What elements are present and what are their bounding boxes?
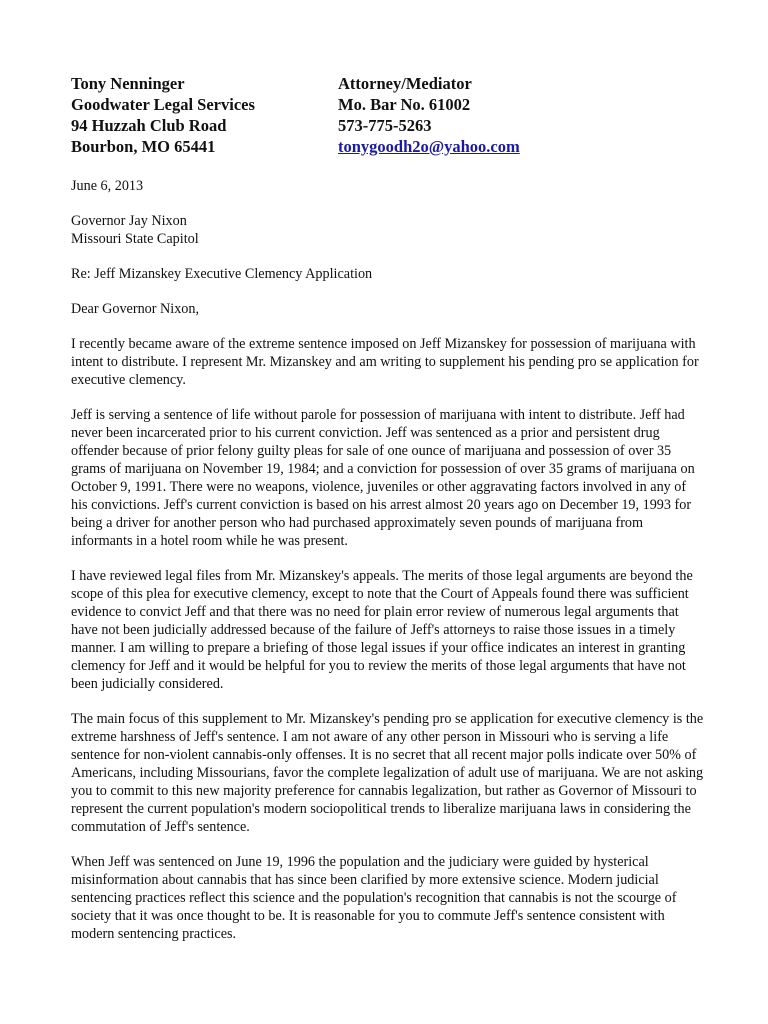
paragraph: I recently became aware of the extreme sentence imposed on Jeff Mizanskey for possession of marijuana with intent to distribute. I represent Mr. Mizanskey and am writing to supplement his pending pro se application for executive clemency. <box>71 336 699 388</box>
letterhead <box>71 73 711 157</box>
firm-name: Goodwater Legal Services <box>71 95 255 114</box>
recipient-name: Governor Jay Nixon <box>71 213 187 229</box>
recipient-address: Missouri State Capitol <box>71 231 199 247</box>
attorney-title: Attorney/Mediator <box>338 74 472 93</box>
letterhead-row-1 <box>71 73 711 94</box>
letterhead-row-3 <box>71 115 711 136</box>
salutation: Dear Governor Nixon, <box>71 301 200 317</box>
email-link[interactable]: tonygoodh2o@yahoo.com <box>338 137 520 156</box>
letterhead-row-2 <box>71 94 711 115</box>
paragraph: Jeff is serving a sentence of life without parole for possession of marijuana with intent to distribute. Jeff had never been incarcerated prior to his current conviction. Jeff was sentenced as a prior and persistent drug offender because of prior felony guilty pleas for sale of one ounce of marijuana and possession of over 35 grams of marijuana on November 19, 1984; and a conviction for possession of over 35 grams of marijuana on October 9, 1991. There were no weapons, violence, juveniles or other aggravating factors involved in any of his convictions. Jeff's current conviction is based on his arrest almost 20 years ago on December 19, 1993 for being a driver for another person who had purchased approximately seven pounds of marijuana from informants in a hotel room while he was present. <box>71 407 695 549</box>
subject-line: Re: Jeff Mizanskey Executive Clemency Application <box>71 266 373 282</box>
attorney-name: Tony Nenninger <box>71 74 185 93</box>
city-state-zip: Bourbon, MO 65441 <box>71 137 216 156</box>
paragraph: I have reviewed legal files from Mr. Mizanskey's appeals. The merits of those legal arguments are beyond the scope of this plea for executive clemency, except to note that the Court of Appeals found there was sufficient evidence to convict Jeff and that there was no need for plain error review of numerous legal arguments that have not been judicially addressed because of the failure of Jeff's attorneys to raise those issues in a timely manner. I am willing to prepare a briefing of those legal issues if your office indicates an interest in granting clemency for Jeff and it would be helpful for you to review the merits of those legal arguments that have not been judicially considered. <box>71 568 693 692</box>
letter-body <box>71 177 705 960</box>
phone-number: 573-775-5263 <box>338 116 432 135</box>
paragraph: The main focus of this supplement to Mr. Mizanskey's pending pro se application for executive clemency is the extreme harshness of Jeff's sentence. I am not aware of any other person in Missouri who is serving a life sentence for non-violent cannabis-only offenses. It is no secret that all recent major polls indicate over 50% of Americans, including Missourians, favor the complete legalization of adult use of marijuana. We are not asking you to commit to this new majority preference for cannabis legalization, but rather as Governor of Missouri to represent the current population's modern sociopolitical trends to liberalize marijuana laws in considering the commutation of Jeff's sentence. <box>71 711 704 835</box>
letterhead-row-4 <box>71 136 711 157</box>
bar-number: Mo. Bar No. 61002 <box>338 95 471 114</box>
street-address: 94 Huzzah Club Road <box>71 116 227 135</box>
letter-date: June 6, 2013 <box>71 178 144 194</box>
paragraph: When Jeff was sentenced on June 19, 1996 the population and the judiciary were guided by hysterical misinformation about cannabis that has since been clarified by more extensive science. Modern judicial sentencing practices reflect this science and the population's recognition that cannabis is not the scourge of society that it was once thought to be. It is reasonable for you to commute Jeff's sentence consistent with modern sentencing practices. <box>71 854 677 942</box>
